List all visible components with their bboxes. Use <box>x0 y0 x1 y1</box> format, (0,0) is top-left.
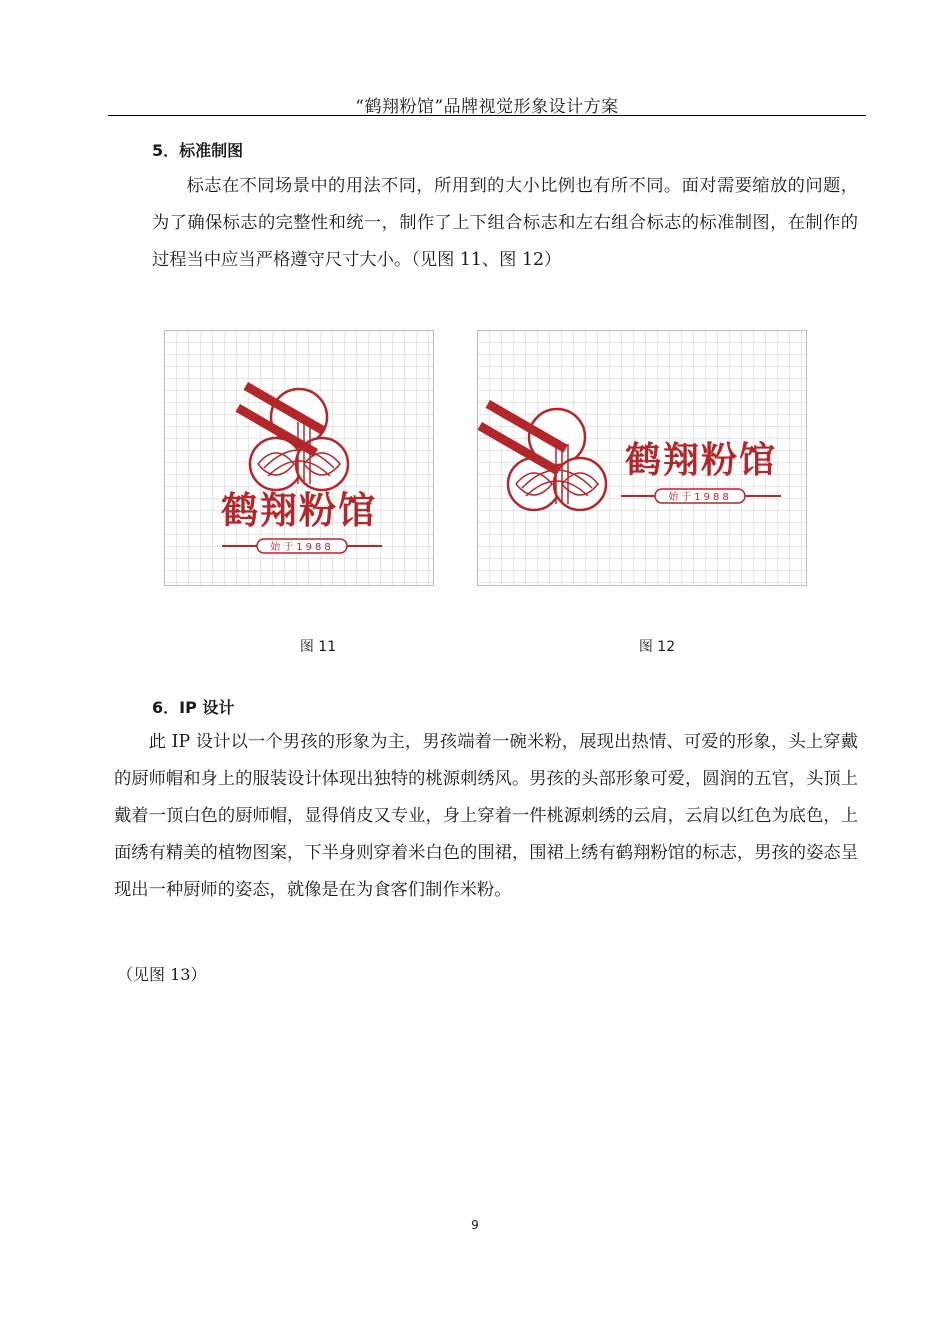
section-heading-ip-design: 6．IP 设计 <box>152 698 235 717</box>
tagline: 始于1988 <box>270 542 334 553</box>
logo-text: 鹤翔粉馆 <box>624 440 778 481</box>
tagline: 始于1988 <box>668 492 732 503</box>
section-heading-standard-drawing: 5．标准制图 <box>152 141 244 160</box>
paragraph-standard-drawing: 标志在不同场景中的用法不同，所用到的大小比例也有所不同。面对需要缩放的问题，为了确保标志的完整性和统一，制作了上下组合标志和左右组合标志的标准制图，在制作的过程当中应当严格遵守尺寸大小。（见图 11、图 12） <box>152 176 858 270</box>
caption-figure-12: 图 12 <box>638 639 676 655</box>
header-rule <box>108 115 866 116</box>
logo-text: 鹤翔粉馆 <box>221 489 377 532</box>
figure-11-vertical-logo <box>164 330 434 586</box>
caption-figure-11: 图 11 <box>299 639 337 655</box>
paragraph-ip-design: 此 IP 设计以一个男孩的形象为主，男孩端着一碗米粉，展现出热情、可爱的形象，头上穿戴的厨师帽和身上的服装设计体现出独特的桃源刺绣风。男孩的头部形象可爱，圆润的五官，头顶上戴着一顶白色的厨师帽，显得俏皮又专业，身上穿着一件桃源刺绣的云肩，云肩以红色为底色，上面绣有精美的植物图案，下半身则穿着米白色的围裙，围裙上绣有鹤翔粉馆的标志，男孩的姿态呈现出一种厨师的姿态，就像是在为食客们制作米粉。 <box>114 732 858 900</box>
figure-reference-note: （见图 13） <box>117 965 207 984</box>
page-number: 9 <box>471 1218 479 1232</box>
figure-12-horizontal-logo <box>477 330 807 586</box>
running-header: “鹤翔粉馆”品牌视觉形象设计方案 <box>355 97 619 117</box>
